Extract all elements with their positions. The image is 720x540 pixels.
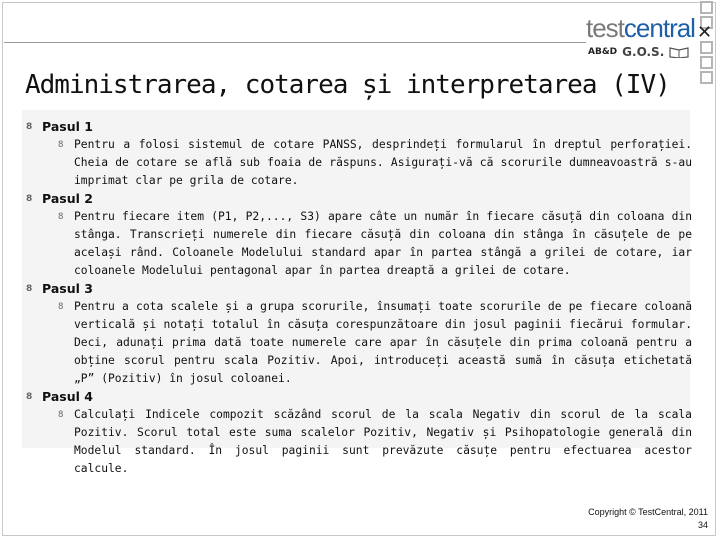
step-text: 8 Pentru a cota scalele și a grupa scorurile, însumați toate scorurile de pe fiecare coloană verticală și notați totalul în căsuța corespunzătoare din josul paginii fiecărui formular. Deci, adunați prima dată toate numerele care apar în căsuțele din prima coloană pentru a obține scorul pentru scala Pozitiv. Apoi, introduceți această sumă în căsuța etichetată „P” (Pozitiv) în josul coloanei. bbox=[58, 298, 692, 388]
bullet-icon: 8 bbox=[26, 194, 33, 204]
square-icon bbox=[700, 1, 713, 14]
testcentral-logo bbox=[586, 14, 698, 59]
page-title: Administrarea, cotarea și interpretarea (IV) bbox=[25, 70, 670, 100]
logo-text-test: test bbox=[586, 13, 624, 43]
square-icon bbox=[700, 56, 713, 69]
bullet-icon: 8 bbox=[58, 140, 64, 150]
steps-list bbox=[26, 118, 692, 478]
step-heading: 8 Pasul 2 bbox=[26, 191, 93, 206]
step-text: 8 Pentru fiecare item (P1, P2,..., S3) apare câte un număr în fiecare căsuță din coloana din stânga. Transcrieți numerele din fiecare căsuță din coloana din stânga în căsuțele de pe același rând. Coloanele Modelului standard apar în partea stângă a grilei de cotare, iar coloanele Modelului pentagonal apar în partea dreaptă a grilei de cotare. bbox=[58, 208, 692, 280]
bullet-icon: 8 bbox=[58, 212, 64, 222]
copyright-text: Copyright © TestCentral, 2011 bbox=[588, 507, 708, 517]
square-icon bbox=[700, 71, 713, 84]
close-icon[interactable]: ✕ bbox=[697, 22, 713, 43]
step-text: 8 Pentru a folosi sistemul de cotare PANSS, desprindeți formularul în dreptul perforației. Cheia de cotare se află sub foaia de răspuns. Asigurați-vă că scorurile dumneavoastră s-au imprimat clar pe grila de cotare. bbox=[58, 136, 692, 190]
bullet-icon: 8 bbox=[26, 392, 33, 402]
partner-logos bbox=[588, 45, 698, 59]
step-text: 8 Calculați Indicele compozit scăzând scorul de la scala Negativ din scorul de la scala Pozitiv. Scorul total este suma scalelor Pozitiv, Negativ și Psihopatologie generală din Modelul standard. În josul paginii sunt prevăzute căsuțe pentru efectuarea acestor calcule. bbox=[58, 406, 692, 478]
gos-logo: G.O.S. bbox=[622, 45, 665, 59]
bullet-icon: 8 bbox=[58, 302, 64, 312]
logo-wordmark bbox=[586, 14, 698, 42]
step-heading: 8 Pasul 4 bbox=[26, 389, 93, 404]
page-number: 34 bbox=[697, 520, 708, 530]
bullet-icon: 8 bbox=[26, 284, 33, 294]
step-heading: 8 Pasul 3 bbox=[26, 281, 93, 296]
step-heading: 8 Pasul 1 bbox=[26, 119, 93, 134]
bullet-icon: 8 bbox=[58, 410, 64, 420]
abd-badge: AB&D bbox=[588, 47, 618, 57]
logo-text-central: central bbox=[623, 13, 695, 43]
footer bbox=[588, 506, 708, 532]
header-divider bbox=[4, 42, 586, 43]
book-icon bbox=[669, 46, 689, 58]
corner-squares bbox=[698, 0, 720, 86]
bullet-icon: 8 bbox=[26, 122, 33, 132]
